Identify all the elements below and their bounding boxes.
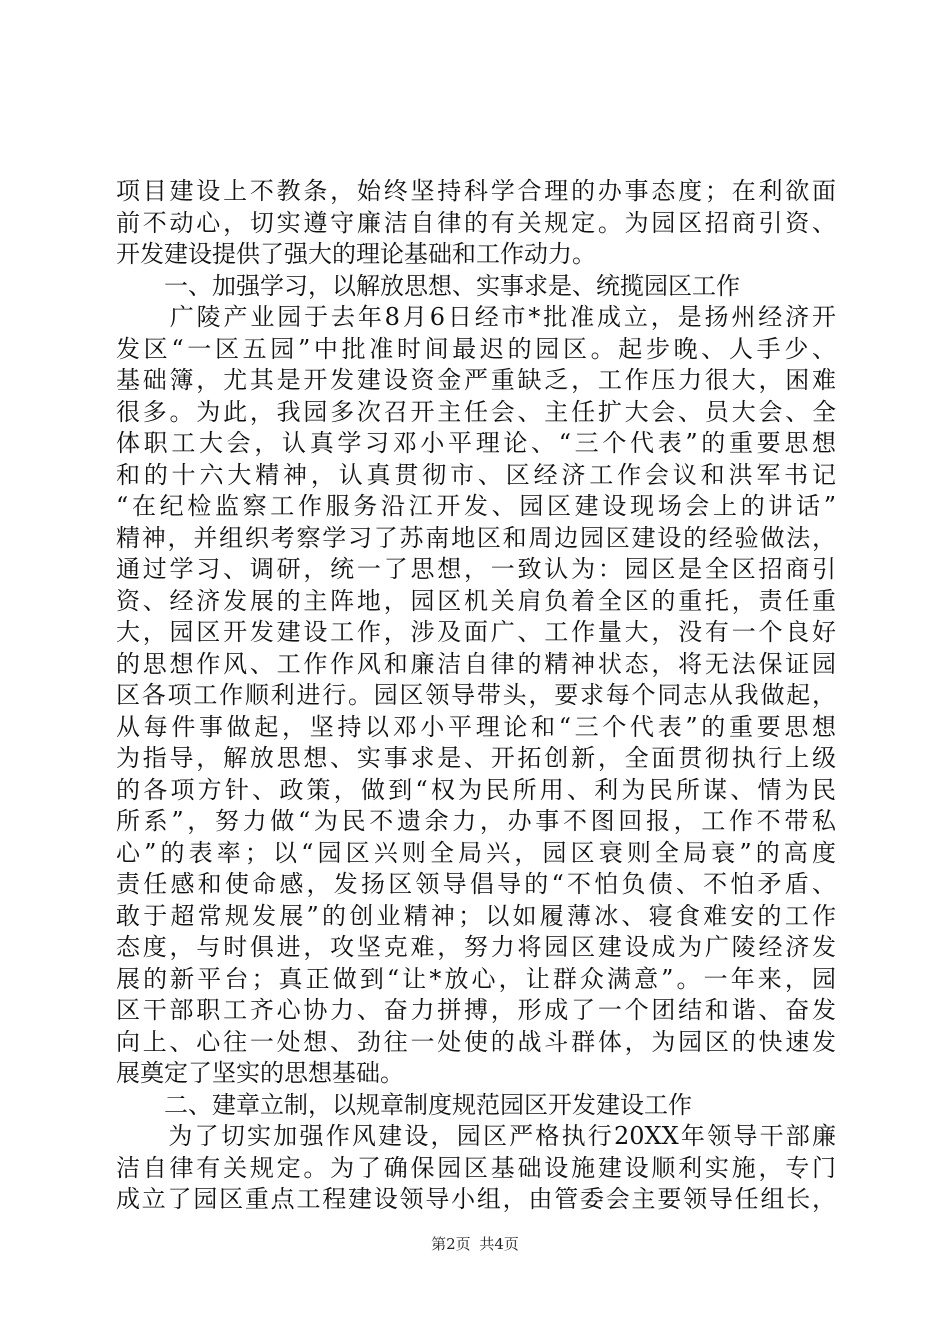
text-line: 开发建设提供了强大的理论基础和工作动力。 <box>116 240 596 268</box>
text-line: 为指导，解放思想、实事求是、开拓创新，全面贯彻执行上级 <box>116 744 836 772</box>
text-line: 敢于超常规发展”的创业精神；以如履薄冰、寝食难安的工作 <box>116 901 836 930</box>
text-line: 心”的表率；以“园区兴则全局兴，园区衰则全局衰”的高度 <box>116 838 836 867</box>
text-line: 和的十六大精神，认真贯彻市、区经济工作会议和洪军书记 <box>116 460 836 489</box>
section-heading: 二、建章立制，以规章制度规范园区开发建设工作 <box>116 1090 692 1119</box>
text-line: 很多。为此，我园多次召开主任会、主任扩大会、员大会、全 <box>116 397 836 426</box>
body-text <box>116 176 836 1216</box>
text-line: 基础簿，尤其是开发建设资金严重缺乏，工作压力很大，困难 <box>116 366 836 394</box>
text-line: 区干部职工齐心协力、奋力拼搏，形成了一个团结和谐、奋发 <box>116 996 836 1024</box>
text-line: 区各项工作顺利进行。园区领导带头，要求每个同志从我做起， <box>116 681 836 709</box>
text-line: 态度，与时俱进，攻坚克难，努力将园区建设成为广陵经济发 <box>116 933 836 961</box>
text-line: 为了切实加强作风建设，园区严格执行20XX年领导干部廉 <box>116 1122 836 1150</box>
text-line: 通过学习、调研，统一了思想，一致认为：园区是全区招商引 <box>116 555 836 583</box>
text-line: 责任感和使命感，发扬区领导倡导的“不怕负债、不怕矛盾、 <box>116 870 836 898</box>
text-line: 精神，并组织考察学习了苏南地区和周边园区建设的经验做法， <box>116 523 836 552</box>
page-total: 共4页 <box>479 1235 519 1253</box>
text-line: 展的新平台；真正做到“让*放心，让群众满意”。一年来，园 <box>116 964 836 993</box>
section-heading: 一、加强学习，以解放思想、实事求是、统揽园区工作 <box>116 271 740 300</box>
text-line: “在纪检监察工作服务沿江开发、园区建设现场会上的讲话” <box>116 492 836 520</box>
text-line: 大，园区开发建设工作，涉及面广、工作量大，没有一个良好 <box>116 618 836 646</box>
text-line: 体职工大会，认真学习邓小平理论、“三个代表”的重要思想 <box>116 429 836 457</box>
text-line: 发区“一区五园”中批准时间最迟的园区。起步晚、人手少、 <box>116 334 836 363</box>
text-line: 广陵产业园于去年8月6日经市*批准成立，是扬州经济开 <box>116 303 836 331</box>
text-line: 向上、心往一处想、劲往一处使的战斗群体，为园区的快速发 <box>116 1027 836 1056</box>
text-line: 前不动心，切实遵守廉洁自律的有关规定。为园区招商引资、 <box>116 208 836 237</box>
page-footer <box>0 1234 950 1254</box>
text-line: 所系”，努力做“为民不遗余力，办事不图回报，工作不带私 <box>116 807 836 835</box>
text-line: 成立了园区重点工程建设领导小组，由管委会主要领导任组长， <box>116 1185 836 1213</box>
text-line: 项目建设上不教条，始终坚持科学合理的办事态度；在利欲面 <box>116 177 836 205</box>
text-line: 的思想作风、工作作风和廉洁自律的精神状态，将无法保证园 <box>116 649 836 678</box>
text-line: 展奠定了坚实的思想基础。 <box>116 1059 404 1087</box>
text-line: 洁自律有关规定。为了确保园区基础设施建设顺利实施，专门 <box>116 1153 836 1182</box>
text-line: 从每件事做起，坚持以邓小平理论和“三个代表”的重要思想 <box>116 712 836 741</box>
text-line: 的各项方针、政策，做到“权为民所用、利为民所谋、情为民 <box>116 775 836 804</box>
page-number: 第2页 <box>431 1235 471 1253</box>
text-line: 资、经济发展的主阵地，园区机关肩负着全区的重托，责任重 <box>116 586 836 615</box>
